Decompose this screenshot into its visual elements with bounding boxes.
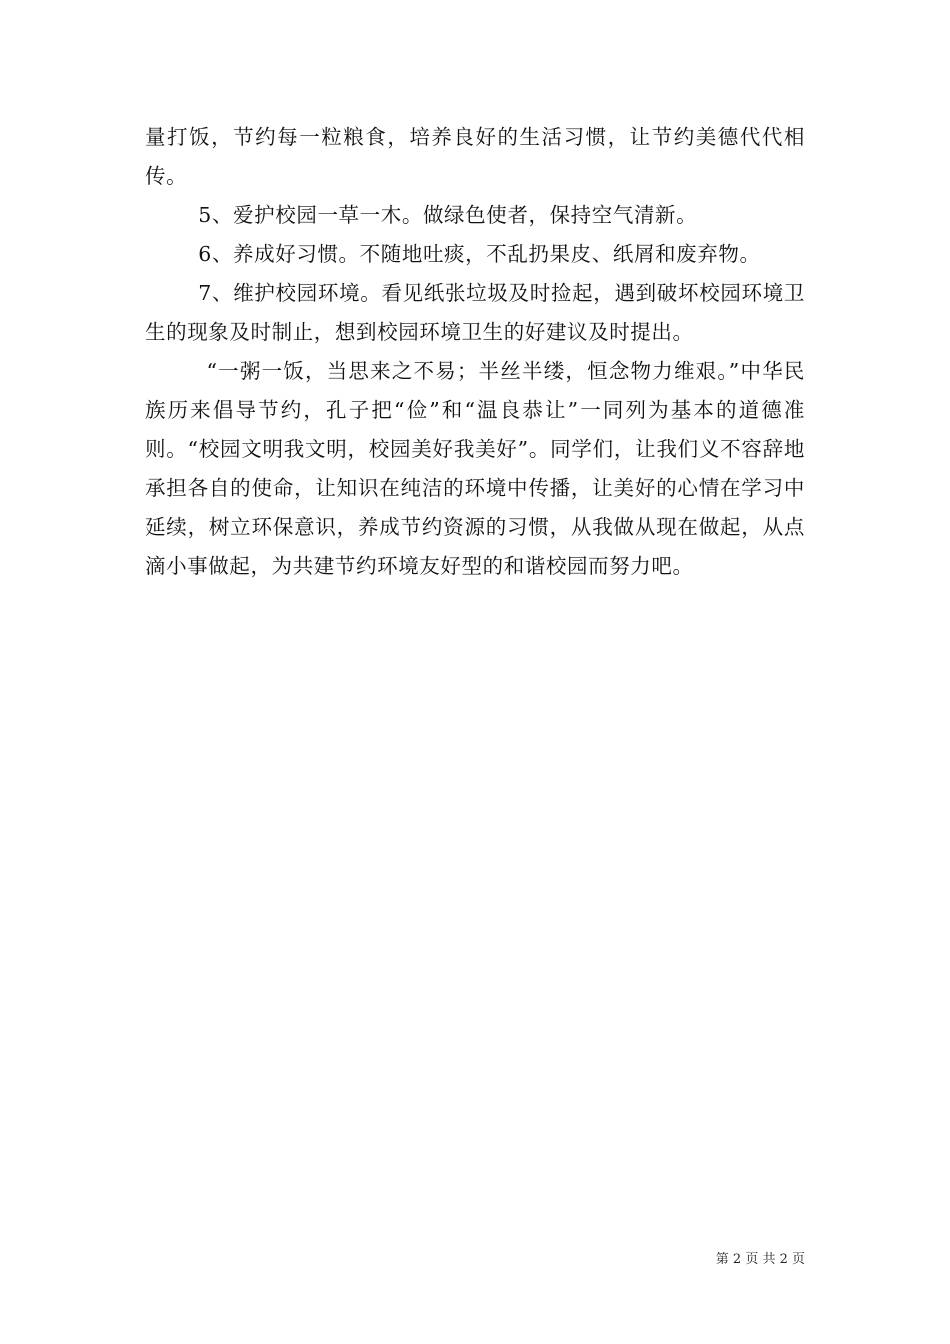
paragraph-item-6: 6、养成好习惯。不随地吐痰，不乱扔果皮、纸屑和废弃物。	[198, 242, 761, 266]
paragraph-continuation: 量打饭，节约每一粒粮食，培养良好的生活习惯，让节约美德代代相传。	[145, 125, 805, 188]
document-body	[145, 118, 805, 586]
paragraph-item-7: 7、维护校园环境。看见纸张垃圾及时捡起，遇到破坏校园环境卫生的现象及时制止，想到校园环境卫生的好建议及时提出。	[145, 281, 805, 344]
paragraph-item-5: 5、爱护校园一草一木。做绿色使者，保持空气清新。	[198, 203, 698, 227]
paragraph-conclusion: “一粥一饭，当思来之不易；半丝半缕，恒念物力维艰。”中华民族历来倡导节约，孔子把“俭”和“温良恭让”一同列为基本的道德准则。“校园文明我文明，校园美好我美好”。同学们，让我们义不容辞地承担各自的使命，让知识在纯洁的环境中传播，让美好的心情在学习中延续，树立环保意识，养成节约资源的习惯，从我做从现在做起，从点滴小事做起，为共建节约环境友好型的和谐校园而努力吧。	[145, 359, 805, 578]
page-number: 第 2 页 共 2 页	[715, 1252, 805, 1267]
